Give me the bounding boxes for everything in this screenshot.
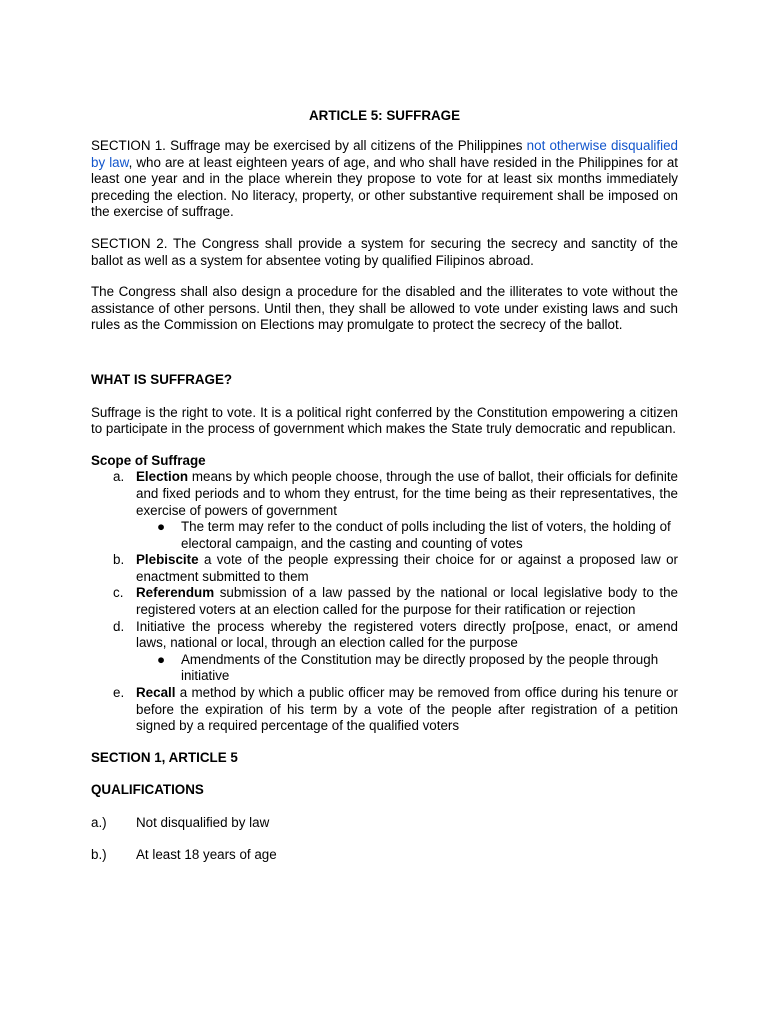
scope-term: Plebiscite	[136, 552, 199, 568]
scope-item-plebiscite	[91, 552, 678, 585]
list-marker: d.	[113, 618, 125, 634]
scope-text: submission of a law passed by the national or local legislative body to the registered voters at an election called for the purpose for their ratification or rejection	[136, 585, 678, 618]
scope-text: a vote of the people expressing their choice for or against a proposed law or enactment submitted to them	[136, 552, 678, 584]
disqualified-by-law-link[interactable]: not otherwise disqualified by law	[91, 138, 678, 170]
scope-item-initiative	[91, 619, 678, 685]
qualification-marker: a.)	[91, 815, 107, 830]
list-marker: b.	[113, 552, 125, 568]
list-marker: c.	[113, 585, 124, 601]
scope-item-election	[91, 469, 678, 552]
scope-item-recall	[91, 685, 678, 735]
qualifications-heading: QUALIFICATIONS	[91, 782, 204, 798]
what-is-suffrage-heading: WHAT IS SUFFRAGE?	[91, 371, 233, 387]
section-2-paragraph: SECTION 2. The Congress shall provide a system for securing the secrecy and sanctity of the ballot as well as a system for absentee voting by qualified Filipinos abroad.	[91, 235, 678, 268]
qualification-item	[91, 847, 678, 864]
what-is-suffrage-paragraph: Suffrage is the right to vote. It is a political right conferred by the Constitution empowering a citizen to participate in the process of government which makes the State truly democratic and republican.	[91, 404, 678, 437]
bullet-icon: ●	[157, 651, 166, 667]
list-marker: e.	[113, 685, 125, 701]
scope-text: a method by which a public officer may be removed from office during his tenure or before the expiration of his term by a vote of the people after registration of a petition signed by a required percentage of the qualified voters	[136, 685, 678, 734]
scope-term: Recall	[136, 685, 176, 701]
section-article-heading: SECTION 1, ARTICLE 5	[91, 749, 238, 765]
bullet-list	[136, 519, 678, 552]
bullet-list	[136, 652, 678, 685]
qualification-text: At least 18 years of age	[136, 847, 277, 862]
section-1-lead: SECTION 1. Suffrage may be exercised by all citizens of the Philippines	[91, 138, 527, 153]
qualification-text: Not disqualified by law	[136, 815, 270, 830]
congress-paragraph: The Congress shall also design a procedure for the disabled and the illiterates to vote without the assistance of other persons. Until then, they shall be allowed to vote under existing laws and such rules as the Commission on Elections may promulgate to protect the secrecy of the ballot.	[91, 284, 678, 333]
qualification-marker: b.)	[91, 847, 107, 862]
bullet-icon: ●	[157, 519, 166, 535]
scope-term: Referendum	[136, 585, 215, 601]
list-item	[136, 519, 678, 552]
scope-term: Election	[136, 469, 189, 485]
scope-item-referendum	[91, 585, 678, 618]
bullet-text: Amendments of the Constitution may be directly proposed by the people through initiative	[181, 651, 659, 684]
scope-of-suffrage-heading: Scope of Suffrage	[91, 452, 206, 468]
document-page	[91, 108, 678, 864]
scope-text: means by which people choose, through the use of ballot, their officials for definite and fixed periods and to whom they entrust, for the time being as their representatives, the exercise of powers of government	[136, 469, 678, 518]
scope-list	[91, 469, 678, 735]
list-item	[136, 652, 678, 685]
page-title: ARTICLE 5: SUFFRAGE	[308, 108, 461, 123]
section-1-rest: , who are at least eighteen years of age, and who shall have resided in the Philippines for at least one year and in the place wherein they propose to vote for at least six months immediately preceding the election. No literacy, property, or other substantive requirement shall be imposed on the exercise of suffrage.	[91, 154, 678, 220]
scope-text: Initiative the process whereby the registered voters directly pro[pose, enact, or amend laws, national or local, through an election called for the purpose	[136, 618, 678, 651]
bullet-text: The term may refer to the conduct of polls including the list of voters, the holding of electoral campaign, and the casting and counting of votes	[181, 519, 671, 551]
qualification-item	[91, 815, 678, 832]
section-1-paragraph	[91, 138, 678, 221]
list-marker: a.	[113, 469, 125, 485]
